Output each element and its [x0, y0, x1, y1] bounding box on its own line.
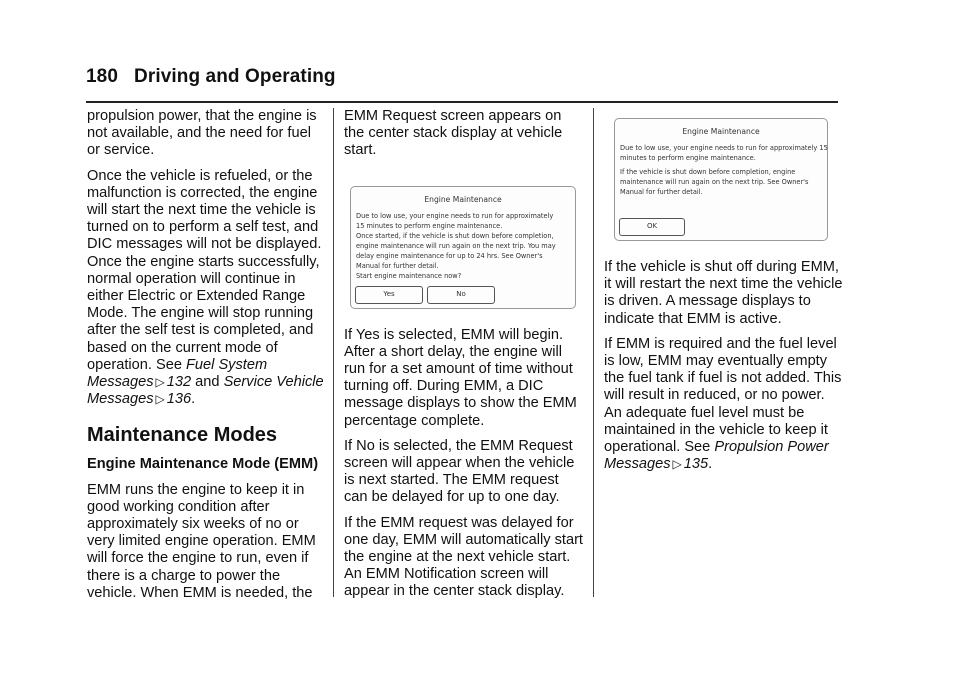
page-number: 180	[86, 66, 119, 87]
screen-text-line: 15 minutes to perform engine maintenance.	[356, 221, 503, 230]
screen-buttons	[355, 286, 495, 304]
header-rule	[86, 101, 838, 103]
paragraph: If EMM is required and the fuel level is low, EMM may eventually empty the fuel tank if fuel is not added. This will result in reduced, or no power. An adequate fuel level must be maintained in the vehicle to keep it operational. See Propulsion Power Messages ▷ 135.	[604, 335, 842, 473]
screen-text-line: minutes to perform engine maintenance.	[620, 154, 756, 163]
screen-title: Engine Maintenance	[424, 194, 502, 204]
screen-text-line: Due to low use, your engine needs to run for approximately 15	[620, 144, 828, 153]
cross-reference-page[interactable]: 135	[683, 456, 709, 473]
cross-reference-link[interactable]: Propulsion Power Messages	[604, 439, 829, 473]
page-reference-arrow-icon: ▷	[155, 375, 165, 390]
paragraph: Once the vehicle is refueled, or the malfunction is corrected, the engine will start the next time the vehicle is turned on to perform a self test, and DIC messages will not be displayed. Once the engine starts successfully, normal operation will continue in either Electric or Extended Range Mode. The engine will stop running after the self test is completed, and based on the current mode of operation. See Fuel System Messages ▷ 132 and Service Vehicle Messages ▷ 136.	[87, 167, 324, 408]
column-1	[87, 108, 327, 610]
page-header	[86, 66, 336, 88]
cross-reference-link[interactable]: Service Vehicle Messages	[87, 374, 324, 408]
paragraph: If Yes is selected, EMM will begin. After a short delay, the engine will run for a set amount of time without turning off. During EMM, a DIC message displays to show the EMM percentage complete.	[344, 326, 577, 429]
screen-buttons	[619, 218, 685, 236]
screen-text-line: delay engine maintenance for up to 24 hrs. See Owner's	[356, 251, 543, 260]
emm-request-screen-figure	[350, 186, 576, 309]
page-reference-arrow-icon: ▷	[155, 392, 165, 407]
paragraph: If the EMM request was delayed for one day, EMM will automatically start the engine at the next vehicle start. An EMM Notification screen will appear in the center stack display.	[344, 514, 583, 600]
screen-text-line: maintenance will run again on the next trip. See Owner's	[620, 178, 809, 187]
subsection-heading: Engine Maintenance Mode (EMM)	[87, 456, 319, 473]
section-title: Driving and Operating	[134, 66, 336, 87]
screen-title: Engine Maintenance	[682, 127, 760, 136]
no-button[interactable]: No	[427, 286, 495, 304]
paragraph: EMM Request screen appears on the center stack display at vehicle start.	[344, 108, 563, 159]
screen-text-line: Start engine maintenance now?	[356, 271, 462, 280]
cross-reference-page[interactable]: 136	[166, 391, 192, 408]
ok-button[interactable]: OK	[619, 218, 685, 236]
cross-reference-page[interactable]: 132	[166, 374, 192, 391]
cross-reference-link[interactable]: Fuel System Messages	[87, 356, 268, 391]
screen-text-line: If the vehicle is shut down before completion, engine	[620, 168, 796, 177]
screen-text-line: Manual for further detail.	[356, 261, 439, 270]
paragraph: propulsion power, that the engine is not available, and the need for fuel or service.	[87, 108, 317, 159]
paragraph: EMM runs the engine to keep it in good working condition after approximately six weeks of no or very limited engine operation. EMM will force the engine to run, even if there is a charge to power the vehicle. When EMM is needed, the	[87, 481, 316, 601]
screen-text-line: engine maintenance will run again on the next trip. You may	[356, 241, 556, 250]
column-3	[604, 108, 844, 481]
paragraph: If No is selected, the EMM Request screen will appear when the vehicle is next started. The EMM request can be delayed for up to one day.	[344, 437, 575, 506]
paragraph: If the vehicle is shut off during EMM, it will restart the next time the vehicle is driven. A message displays to indicate that EMM is active.	[604, 259, 843, 327]
page-reference-arrow-icon: ▷	[672, 457, 682, 472]
screen-text-line: Due to low use, your engine needs to run for approximately	[356, 211, 554, 220]
column-divider	[333, 108, 334, 597]
emm-notification-screen-figure	[614, 118, 828, 241]
column-divider	[593, 108, 594, 597]
yes-button[interactable]: Yes	[355, 286, 423, 304]
section-heading: Maintenance Modes	[87, 424, 278, 447]
column-2	[344, 108, 584, 609]
screen-text-line: Manual for further detail.	[620, 188, 703, 197]
screen-text-line: Once started, if the vehicle is shut down before completion,	[356, 231, 554, 240]
